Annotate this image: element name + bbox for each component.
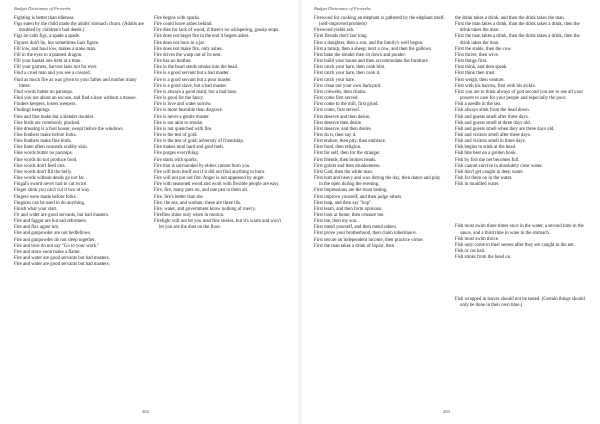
- proverb-entry: First learn, and then form opinions.: [314, 206, 383, 212]
- proverb-entry: First you are to think always of god second you are to use all your powers to care for your people and especially the poor.: [455, 89, 584, 102]
- proverb-entry: First secure an independent income, then practice virtue.: [314, 237, 424, 243]
- proverb-entry: Fish cannot survive in absolutely clear water.: [455, 163, 543, 169]
- proverb-entry: Fire dies for lack of wood; if there's no whispering, gossip stops.: [154, 28, 280, 34]
- proverb-entry: Fire starts with sparks.: [154, 157, 198, 163]
- proverb-entry: Fill low, and haul low, makes a stake man.: [14, 46, 97, 52]
- proverb-entry: Fingers were made before forks.: [14, 194, 77, 200]
- proverb-entry: Fine feathers make fine birds.: [14, 139, 72, 145]
- proverb-entry: Fish must swim three times once in the water, a second time in the sauce, and a third time in wine in the stomach.: [455, 224, 584, 236]
- proverb-entry: Fish bite best on a golden hook.: [455, 151, 517, 157]
- proverb-entry: Fish and guests smell when they are three days old.: [455, 126, 555, 132]
- proverb-entry: Firm Breads don't last long.: [314, 34, 368, 40]
- proverb-entry: Fire is not akin to smoke.: [154, 120, 204, 126]
- running-head: Budget Dictionary of Proverbs: [314, 6, 371, 11]
- proverb-entry: First build your house and then accommodate the furniture.: [314, 59, 430, 65]
- entry-spacer: [455, 277, 586, 281]
- proverb-entry: First the man takes a drink of liquor, then: [314, 243, 395, 249]
- proverb-entry: Fish by fish the net becomes full.: [455, 157, 520, 163]
- proverb-entry: Fire that is surrounded by elders cannot burn you.: [154, 163, 251, 169]
- proverb-entry: First a turnip, then a sheep; next a cow, and then the gallows.: [314, 46, 433, 52]
- proverb-entry: First the man takes a drink, than the drink takes a drink, then the drink takes the man.: [455, 22, 580, 34]
- proverb-entry: Figures don't lie, but sometimes liars figure.: [14, 40, 100, 46]
- proverb-entry: First think then trust.: [455, 71, 496, 77]
- proverb-entry: Fire is a good servant but a poor master.: [154, 77, 232, 83]
- page-number: 203: [443, 409, 450, 414]
- proverb-entry: Fire is the test of gold.: [154, 132, 198, 138]
- proverb-entry: Firewood yields ash.: [314, 28, 355, 34]
- proverb-entry: First impressions are the most lasting.: [314, 188, 388, 194]
- proverb-entry: Fire is more bearable than disgrace.: [154, 108, 224, 114]
- proverb-entry: First things first.: [455, 59, 488, 65]
- proverb-entry: Fire does not make fire, only ashes.: [154, 46, 223, 52]
- proverb-entry: Find a cruel man and you see a coward.: [14, 71, 91, 77]
- proverb-entry: First think, and then speak.: [455, 65, 508, 71]
- proverb-entry: Fill in the eyes to a painted dragon.: [14, 52, 83, 58]
- right-column-2: [455, 16, 586, 310]
- left-page-columns: [14, 16, 284, 268]
- proverb-entry: First come to the mill, first grind.: [314, 102, 379, 108]
- proverb-entry: First God, then the white man.: [314, 169, 374, 175]
- proverb-entry: First cobwebs, then chains.: [314, 89, 367, 95]
- proverb-entry: First prove your brotherhood, then claim inheritance.: [314, 231, 417, 237]
- proverb-entry: Fill your garners, harvest lasts not for ever.: [14, 65, 98, 71]
- proverb-entry: Fire drives the wasp out of its nest.: [154, 52, 222, 58]
- proverb-entry: Fireflies shine only when in motion.: [154, 213, 225, 218]
- proverb-entry: Fish or cut bait.: [455, 249, 486, 254]
- proverb-entry: First catch your hare.: [314, 77, 356, 83]
- proverb-entry: Finders keepers, losers weepers.: [14, 102, 77, 108]
- proverb-entry: First deserve, and then desire.: [314, 126, 372, 132]
- proverb-entry: Firelight will not let you read fine stories, but it's warm and won't let you see the dust on the floor.: [154, 219, 281, 231]
- proverb-entry: First clean out your own backyard.: [314, 83, 382, 89]
- proverb-entry: Findings keepings.: [14, 108, 51, 114]
- proverb-entry: First improve yourself, and then judge others.: [314, 194, 403, 200]
- proverb-entry: Fire is the test of gold; adversity of friendship.: [154, 139, 244, 145]
- proverb-entry: Fire is love and water sorrow.: [154, 102, 212, 108]
- proverb-entry: First weigh, then venture.: [455, 77, 505, 83]
- proverb-entry: Fingal's sword never had to cut twice.: [14, 182, 88, 188]
- proverb-entry: First the stable, then the cow.: [455, 46, 512, 52]
- proverb-entry: the drink takes a drink, and then the drink takes the man.: [455, 16, 565, 21]
- proverb-entry: Fish begins to stink at the head.: [455, 145, 517, 151]
- proverb-entry: First leap, and then say "hop".: [314, 200, 373, 206]
- entry-spacer: [455, 204, 586, 208]
- proverb-entry: Fill your basket one item at a time.: [14, 59, 82, 65]
- proverb-entry: Fish and visitors smell after three days.: [455, 132, 532, 138]
- right-page-columns: [314, 16, 586, 310]
- proverb-entry: First endure, then pity, then embrace.: [314, 139, 387, 145]
- proverb-entry: First the man takes a drink, then the drink takes a drink, then the drink takes the man.: [455, 34, 580, 46]
- proverb-entry: Fish and guests smell at three days old.: [455, 120, 531, 126]
- proverb-entry: Find you not about an excuse, and find a hare without a mouse.: [14, 96, 137, 102]
- proverb-entry: First bake the strudel then sit down and ponder.: [314, 52, 406, 58]
- proverb-entry: Fine words don't fill the belly.: [14, 169, 73, 175]
- proverb-entry: Firewood for cooking an elephant is gathered by the elephant itself. (self-improved problem): [314, 16, 445, 28]
- proverb-entry: First do it, then say it.: [314, 132, 357, 138]
- proverb-entry: Fire does not burn in a jar.: [154, 40, 205, 46]
- left-column-2: [154, 16, 284, 268]
- proverb-entry: First me, then my son.: [314, 219, 358, 225]
- proverb-entry: Fish stinks from the head on.: [455, 255, 512, 261]
- proverb-entry: Fire and faggot are but sad reformers.: [14, 219, 88, 225]
- proverb-entry: Fire is always a good maid, but a bad boss.: [154, 89, 238, 95]
- proverb-entry: Fire is not quenched with fire.: [154, 126, 213, 132]
- proverb-entry: Fir and water are good servants, but bad masters.: [14, 213, 109, 218]
- proverb-entry: Fish a needle in the sea.: [455, 102, 502, 108]
- proverb-entry: First with his barrow, first with his sickle.: [455, 83, 536, 89]
- proverb-entry: Fire, the sea, and woman; these are three ills.: [154, 200, 242, 206]
- proverb-entry: Fire with seasoned wood and work with flexible people are easy.: [154, 182, 280, 188]
- proverb-entry: First for self, then for the stranger.: [314, 151, 381, 157]
- proverb-entry: First thrive, then wive.: [455, 52, 499, 58]
- proverb-entry: Fish wrapped in leaves should not be tasted. (Certain things should only be done in their own time.): [455, 297, 585, 309]
- proverb-entry: Fine feathers make before forks.: [14, 132, 77, 138]
- proverb-entry: Fire and love do not say "Go to your work.": [14, 243, 100, 249]
- proverb-entry: Fine words butter no parsnips.: [14, 151, 73, 157]
- proverb-entry: Fingures can be used to do anything.: [14, 200, 86, 206]
- proverb-entry: Fire will not put out fire. Anger is not appeased by anger.: [154, 176, 265, 182]
- running-head: Budget Dictionary of Proverbs: [14, 6, 71, 11]
- proverb-entry: Fire and flax agree not.: [14, 225, 60, 231]
- proverb-entry: Fire and water are good servants but bad masters.: [14, 262, 110, 268]
- proverb-entry: Fire and gunpowder are not bedfellows.: [14, 231, 92, 237]
- proverb-entry: Figs eaten by the child made the adults' stomach churn. (Adults are troubled by children's bad deeds.): [14, 22, 145, 34]
- proverb-entry: First come, first served.: [314, 108, 360, 114]
- proverb-entry: Fire, water, and government know nothing of mercy.: [154, 206, 256, 212]
- proverb-entry: Fire and straw soon make a flame.: [14, 249, 81, 255]
- proverb-entry: Fighting is better than idleness.: [14, 16, 75, 21]
- proverb-entry: Fine words don't feed cats.: [14, 163, 66, 169]
- proverb-entry: First mend yourself, and then mend others.: [314, 225, 398, 231]
- proverb-entry: Fish and guests smell after three days.: [455, 114, 529, 120]
- proverb-entry: First catch your hare, then cook it.: [314, 71, 381, 77]
- proverb-entry: First friends, then broken heads.: [314, 157, 377, 163]
- proverb-entry: Fine linen often conceals scabby skin.: [14, 145, 88, 151]
- proverb-entry: Fire does not beget fire in the end it begets ashes.: [154, 34, 250, 40]
- proverb-entry: Fish for them on in the water.: [455, 176, 513, 182]
- proverb-entry: Fish and visitors smell in three days.: [455, 139, 526, 145]
- proverb-entry: Fire in the heart sends smoke into the head.: [154, 65, 239, 71]
- proverb-entry: Fire is a good servant but a bad master.: [154, 71, 230, 77]
- proverb-entry: Fish don't get caught in deep water.: [455, 169, 524, 175]
- proverb-entry: Fire makes mud hard and gold melt.: [154, 145, 225, 151]
- proverb-entry: Fine words without deeds go not far.: [14, 176, 85, 182]
- proverb-entry: Fire could leave ashes behind.: [154, 22, 213, 28]
- proverb-entry: First catch your hare, then cook him.: [314, 65, 386, 71]
- proverb-entry: Fish only come to their senses after they are caught in the net.: [455, 242, 575, 248]
- proverb-entry: First goblet and then drunkenness.: [314, 163, 381, 169]
- proverb-entry: Fire has no mother.: [154, 59, 192, 65]
- proverb-entry: Figs he calls figs, a spade a spade.: [14, 34, 81, 40]
- proverb-entry: Fine and fine make but a slender doublet.: [14, 114, 95, 120]
- proverb-entry: Fire begins with sparks.: [154, 16, 201, 21]
- proverb-entry: Fire and water are good servants but bad masters.: [14, 256, 110, 262]
- proverb-entry: Fire will burn itself out if it did not find anything to burn.: [154, 169, 266, 175]
- proverb-entry: Fine dressing is a foul house; swept before the windows.: [14, 126, 124, 132]
- proverb-entry: Finish what your start.: [14, 206, 58, 212]
- proverb-entry: Fine birds are commonly plucked.: [14, 120, 81, 126]
- proverb-entry: First hurt and heavy and wax during the day, then dance and play in the open during the evening.: [314, 176, 441, 188]
- right-column-1: [314, 16, 445, 310]
- proverb-entry: Fish must swim thrice.: [455, 236, 500, 242]
- proverb-entry: Fire, fire's better than me.: [154, 194, 204, 200]
- proverb-entry: First food, then religion.: [314, 145, 362, 151]
- proverb-entry: First come first served.: [314, 96, 359, 102]
- proverb-entry: Fine words do not produce food.: [14, 157, 78, 163]
- proverb-entry: Finger stink you can't cut it two at way.: [14, 188, 91, 194]
- proverb-entry: Fish always stink from the head down.: [455, 108, 530, 114]
- proverb-entry: Fire is never a gentle master.: [154, 114, 210, 120]
- proverb-entry: Find words butter no parsnips.: [14, 89, 74, 95]
- page-number: 202: [142, 409, 149, 414]
- left-page: [0, 0, 298, 424]
- proverb-entry: First deserve and then desire.: [314, 114, 371, 120]
- proverb-entry: Fish in muddied water.: [455, 182, 500, 188]
- right-page: [302, 0, 600, 424]
- proverb-entry: Fire is good for the fancy.: [154, 96, 204, 102]
- proverb-entry: First look at home, then censure me.: [314, 213, 385, 218]
- proverb-entry: First deserve then desire.: [314, 120, 363, 126]
- proverb-entry: Fire purges everything.: [154, 151, 199, 157]
- proverb-entry: Fire and gunpowder do not sleep together.: [14, 237, 96, 243]
- left-column-1: [14, 16, 144, 268]
- proverb-entry: Find as much fire as was given to your father and mother many times.: [14, 77, 137, 89]
- proverb-entry: Fire is a good slave, but a bad master.: [154, 83, 227, 89]
- proverb-entry: First a daughter, then a son, and the family's well begun.: [314, 40, 424, 46]
- proverb-entry: Fire, fire, many pots on, and one pea in them all.: [154, 188, 249, 194]
